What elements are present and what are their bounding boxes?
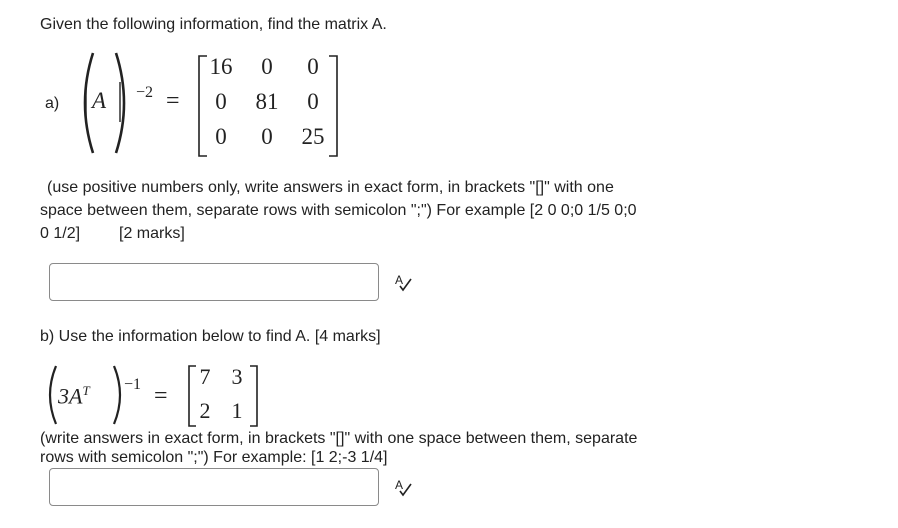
part-b-expression xyxy=(58,383,90,409)
matrix-a-cell: 0 xyxy=(215,89,227,114)
matrix-a-cell: 0 xyxy=(261,54,273,79)
part-b-transpose: T xyxy=(82,383,90,398)
spellcheck-icon[interactable] xyxy=(392,272,414,294)
part-b-prompt: b) Use the information below to find A. [4 marks] xyxy=(40,328,381,345)
part-b-right-paren xyxy=(110,364,128,426)
part-b-exponent: −1 xyxy=(124,376,142,393)
part-b-instructions: (write answers in exact form, in brackets "[]" with one space between them, separate xyxy=(40,430,638,447)
part-b-coef: 3A xyxy=(58,383,83,409)
part-a-label: a) xyxy=(45,95,60,112)
part-b-instructions: rows with semicolon ";") For example: [1 2;-3 1/4] xyxy=(40,449,388,466)
question-title: Given the following information, find the matrix A. xyxy=(40,16,387,33)
equals-a: = xyxy=(166,88,180,114)
part-b-answer-input[interactable] xyxy=(49,468,379,506)
part-a-marks: [2 marks] xyxy=(119,225,185,242)
matrix-a-cell: 16 xyxy=(209,54,233,79)
part-a-answer-input[interactable] xyxy=(49,263,379,301)
part-a-instructions: 0 1/2] xyxy=(40,225,81,242)
matrix-a-cell: 25 xyxy=(301,124,325,149)
part-a-instructions: space between them, separate rows with semicolon ";") For example [2 0 0;0 1/5 0;0 xyxy=(40,202,637,219)
matrix-a-cell: 0 xyxy=(215,124,227,149)
part-b-equals: = xyxy=(154,383,168,409)
matrix-a-cell: 0 xyxy=(307,54,319,79)
matrix-a-cell: 0 xyxy=(261,124,273,149)
exponent-a: −2 xyxy=(136,84,154,101)
matrix-b-cell: 2 xyxy=(199,398,211,423)
matrix-a-cell: 81 xyxy=(255,89,279,114)
part-a-instructions: (use positive numbers only, write answers in exact form, in brackets "[]" with one xyxy=(47,179,614,196)
svg-text:A: A xyxy=(395,478,404,492)
matrix-b-cell: 7 xyxy=(199,364,211,389)
matrix-b-cell: 1 xyxy=(231,398,243,423)
spellcheck-icon[interactable] xyxy=(392,477,414,499)
matrix-a-cell: 0 xyxy=(307,89,319,114)
matrix-b-right-bracket xyxy=(248,364,260,428)
matrix-b-cell: 3 xyxy=(231,364,243,389)
svg-text:A: A xyxy=(395,273,404,287)
matrix-variable-a: A xyxy=(92,88,107,113)
